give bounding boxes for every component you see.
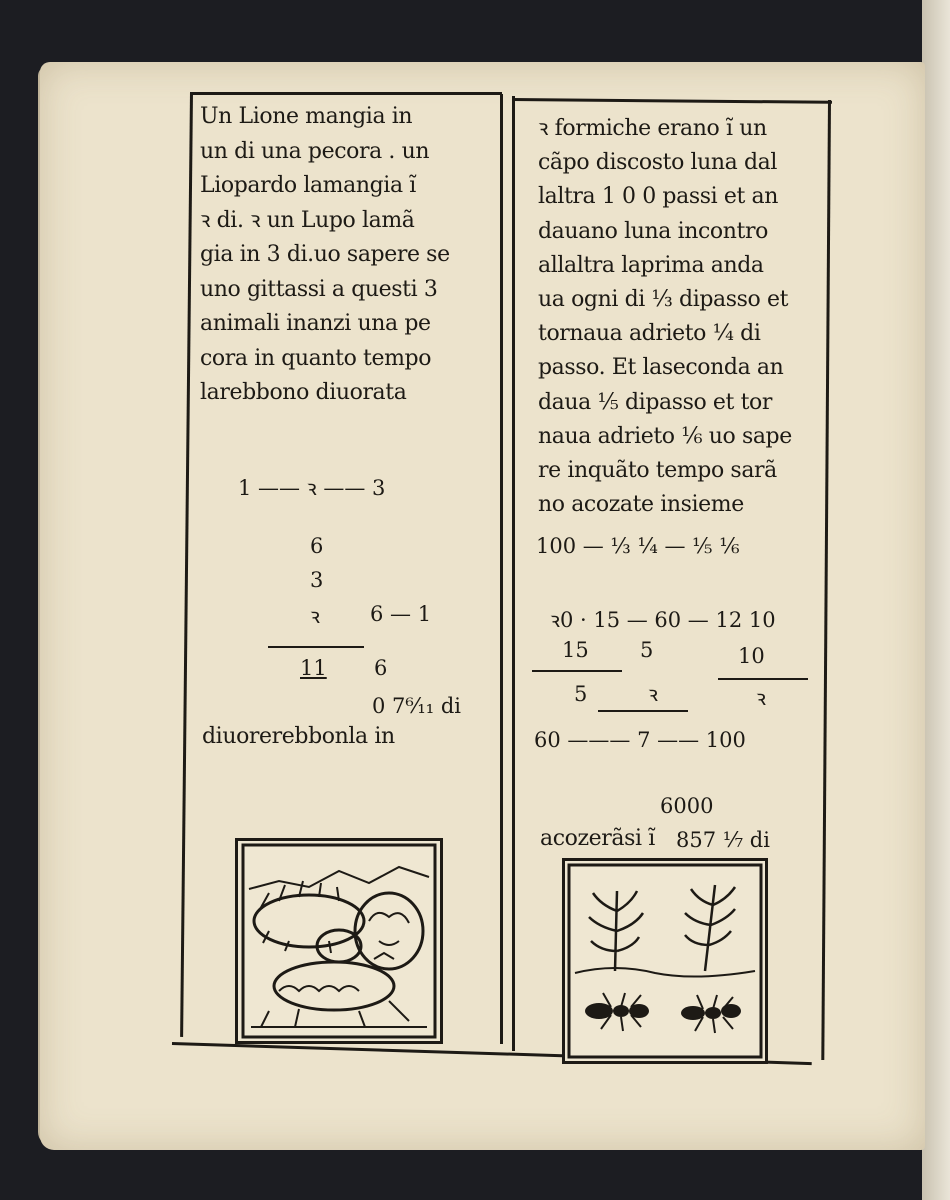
right-text-line-4: dauano luna incontro xyxy=(538,218,768,244)
right-text-line-7: tornaua adrieto ¼ di xyxy=(538,321,761,347)
right-calc-row2: ꝛ0 · 15 — 60 — 12 10 xyxy=(550,608,776,632)
left-text-line-3: Liopardo lamangia ĩ xyxy=(200,173,416,198)
right-calc-row4b: ꝛ xyxy=(648,682,658,706)
right-text-line-10: naua adrieto ⅙ uo sape xyxy=(538,423,792,449)
right-calc-row3b: 5 xyxy=(640,638,654,662)
right-calc-row3c: 10 xyxy=(738,644,765,668)
right-calc-line-a xyxy=(532,670,622,672)
lion-woodcut xyxy=(235,838,443,1044)
left-calc-six2: 6 xyxy=(374,656,388,680)
left-calc-result: 0 7⁶⁄₁₁ di xyxy=(372,694,461,718)
left-text-line-1: Un Lione mangia in xyxy=(200,104,413,129)
left-calc-line xyxy=(268,646,364,648)
right-text-line-11: re inquãto tempo sarã xyxy=(538,458,777,483)
left-text-line-4: ꝛ di. ꝛ un Lupo lamã xyxy=(200,207,415,233)
right-answer-value: 857 ⅐ di xyxy=(676,828,770,852)
right-calc-line-c xyxy=(598,710,688,712)
left-calc-eleven: 11 xyxy=(300,656,327,680)
left-column-rule-top xyxy=(190,92,502,95)
ants-woodcut xyxy=(562,858,768,1064)
right-answer-prefix: acozerãsi ĩ xyxy=(540,826,655,851)
left-text-line-2: un di una pecora . un xyxy=(200,138,430,164)
book-page xyxy=(40,62,925,1150)
right-text-line-12: no acozate insieme xyxy=(538,492,744,518)
right-calc-row1: 100 — ⅓ ¼ — ⅕ ⅙ xyxy=(536,534,740,558)
right-text-line-1: ꝛ formiche erano ĩ un xyxy=(538,116,767,141)
left-text-line-9: larebbono diuorata xyxy=(200,380,407,405)
left-text-line-5: gia in 3 di.uo sapere se xyxy=(200,242,450,267)
right-text-line-9: daua ⅕ dipasso et tor xyxy=(538,389,772,415)
column-divider-left xyxy=(500,94,503,1044)
right-calc-row4c: ꝛ xyxy=(756,686,766,710)
left-text-line-7: animali inanzi una pe xyxy=(200,311,431,336)
left-calc-six: 6 xyxy=(310,534,324,558)
next-page-edge xyxy=(922,0,950,1200)
left-text-line-8: cora in quanto tempo xyxy=(200,345,432,371)
right-calc-row4a: 5 xyxy=(574,682,588,706)
left-calc-six-minus-one: 6 — 1 xyxy=(370,602,432,626)
column-divider-right xyxy=(512,96,515,1051)
lion-woodcut-drawing xyxy=(238,841,440,1041)
right-calc-row5: 60 ——— 7 —— 100 xyxy=(534,728,746,752)
right-calc-line-b xyxy=(718,678,808,680)
left-text-line-6: uno gittassi a questi 3 xyxy=(200,276,438,302)
left-calc-two: ꝛ xyxy=(310,604,320,628)
right-text-line-6: ua ogni di ⅓ dipasso et xyxy=(538,287,789,312)
right-calc-row3a: 15 xyxy=(562,638,589,662)
right-text-line-2: cãpo discosto luna dal xyxy=(538,150,778,176)
right-text-line-8: passo. Et laseconda an xyxy=(538,355,784,381)
right-calc-six-thousand: 6000 xyxy=(660,794,714,818)
ants-woodcut-drawing xyxy=(565,861,765,1061)
right-text-line-3: laltra 1 0 0 passi et an xyxy=(538,184,778,210)
left-calc-three: 3 xyxy=(310,568,324,592)
left-conclusion: diuorerebbonla in xyxy=(202,724,395,749)
left-calc-row1: 1 —— ꝛ —— 3 xyxy=(238,476,386,500)
right-text-line-5: allaltra laprima anda xyxy=(538,252,764,278)
